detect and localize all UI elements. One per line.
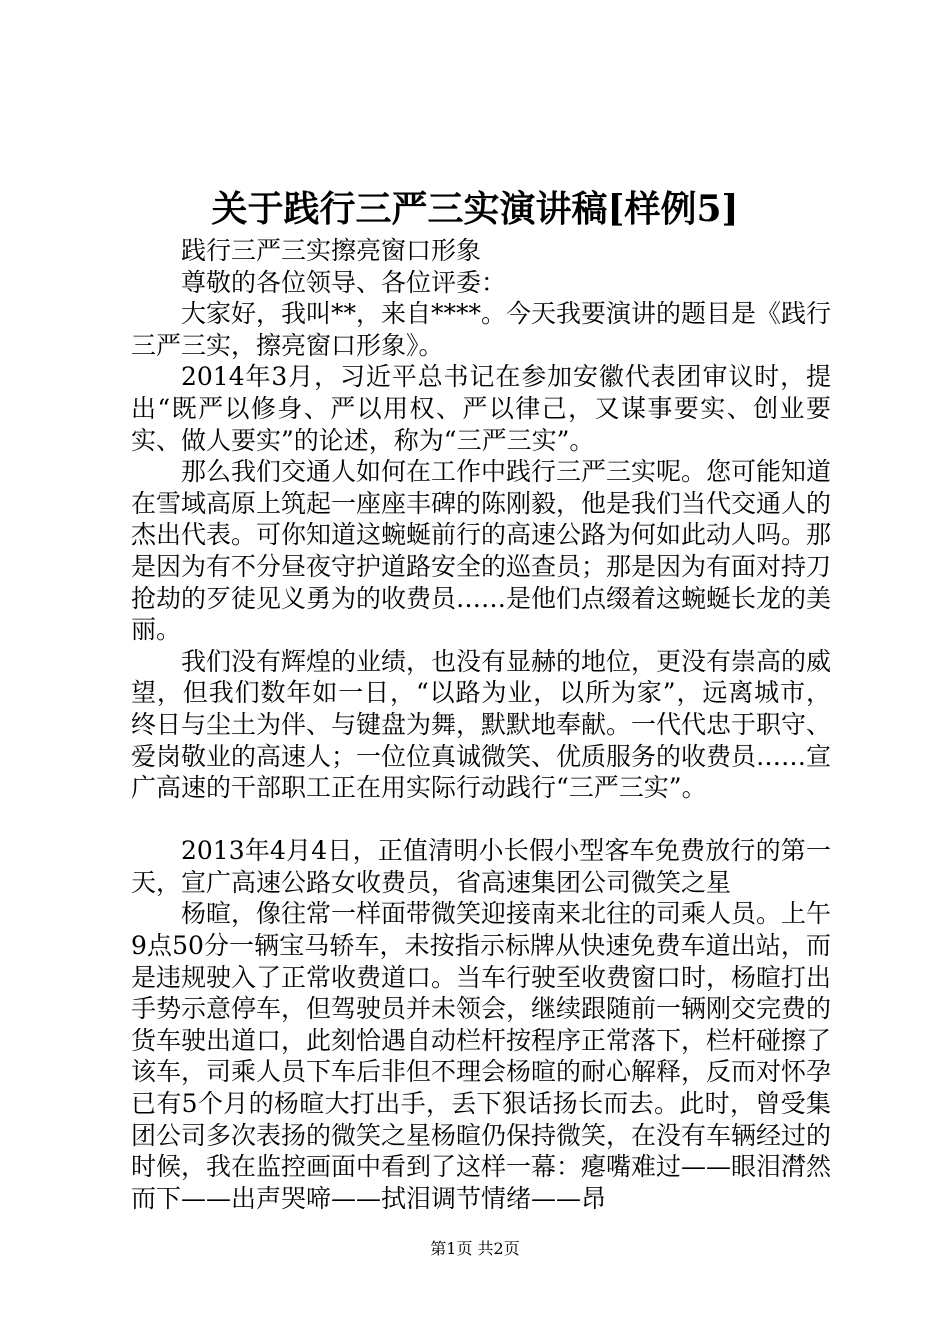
page-footer: 第1页 共2页: [430, 1239, 520, 1258]
document-title: 关于践行三严三实演讲稿[样例5]: [211, 188, 739, 230]
paragraph-salutation: 尊敬的各位领导、各位评委：: [181, 267, 507, 297]
paragraph-yang-xuan: 杨暄，像往常一样面带微笑迎接南来北往的司乘人员。上午9点50分一辆宝马轿车，未按指示标牌从快速免费车道出站，而是违规驶入了正常收费道口。当车行驶至收费窗口时，杨暄打出手势示意停车，但驾驶员并未领会，继续跟随前一辆刚交完费的货车驶出道口，此刻恰遇自动栏杆按程序正常落下，栏杆碰擦了该车，司乘人员下车后非但不理会杨暄的耐心解释，反而对怀孕已有5个月的杨暄大打出手，丢下狠话扬长而去。此时，曾受集团公司多次表扬的微笑之星杨暄仍保持微笑，在没有车辆经过的时候，我在监控画面中看到了这样一幕：瘪嘴难过——眼泪潸然而下——出声哭啼——拭泪调节情绪——昂: [131, 899, 832, 1213]
paragraph-traffic-people: 那么我们交通人如何在工作中践行三严三实呢。您可能知道在雪域高原上筑起一座座丰碑的陈刚毅，他是我们当代交通人的杰出代表。可你知道这蜿蜒前行的高速公路为何如此动人吗。那是因为有不分昼夜守护道路安全的巡查员；那是因为有面对持刀抢劫的歹徒见义勇为的收费员……是他们点缀着这蜿蜒长龙的美丽。: [131, 457, 832, 645]
paragraph-2014: 2014年3月，习近平总书记在参加安徽代表团审议时，提出“既严以修身、严以用权、严以律己，又谋事要实、创业要实、做人要实”的论述，称为“三严三实”。: [131, 362, 831, 455]
paragraph-no-glory: 我们没有辉煌的业绩，也没有显赫的地位，更没有崇高的威望，但我们数年如一日，“以路为业，以所为家”，远离城市，终日与尘土为伴、与键盘为舞，默默地奉献。一代代忠于职守、爱岗敬业的高速人；一位位真诚微笑、优质服务的收费员……宣广高速的干部职工正在用实际行动践行“三严三实”。: [131, 646, 832, 803]
paragraph-2013: 2013年4月4日，正值清明小长假小型客车免费放行的第一天，宣广高速公路女收费员，省高速集团公司微笑之星: [131, 836, 831, 897]
paragraph-greeting: 大家好，我叫**，来自****。今天我要演讲的题目是《践行三严三实，擦亮窗口形象》。: [131, 299, 832, 360]
document-body: [131, 235, 831, 1214]
paragraph-subtitle: 践行三严三实擦亮窗口形象: [181, 236, 482, 265]
blank-line: [131, 804, 831, 836]
